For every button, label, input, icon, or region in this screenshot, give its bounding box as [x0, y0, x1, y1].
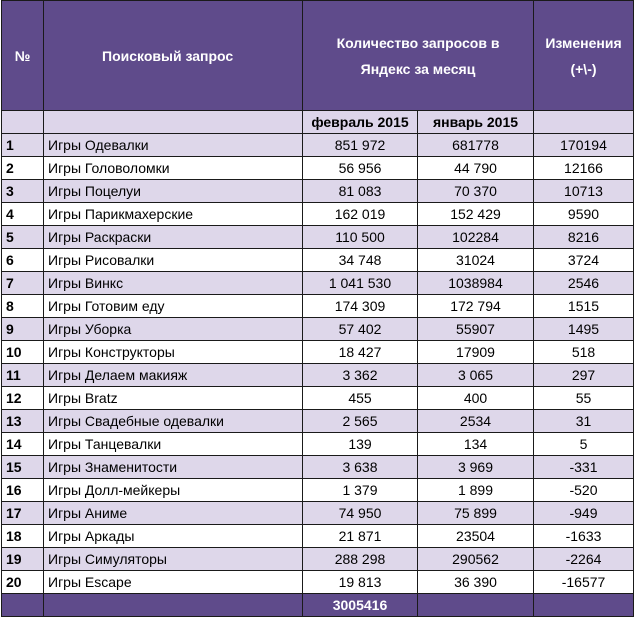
- row-jan-count: 290562: [418, 548, 534, 571]
- row-number: 16: [2, 479, 44, 502]
- row-feb-count: 3 362: [303, 364, 418, 387]
- row-query: Игры Танцевалки: [44, 433, 303, 456]
- table-row: [2, 180, 634, 203]
- row-number: 7: [2, 272, 44, 295]
- row-number: 19: [2, 548, 44, 571]
- row-query: Игры Головоломки: [44, 157, 303, 180]
- row-feb-count: 1 379: [303, 479, 418, 502]
- table-row: [2, 364, 634, 387]
- table-row: [2, 295, 634, 318]
- row-query: Игры Долл-мейкеры: [44, 479, 303, 502]
- table-row: [2, 525, 634, 548]
- row-jan-count: 44 790: [418, 157, 534, 180]
- subheader-feb: февраль 2015: [303, 111, 418, 134]
- row-query: Игры Уборка: [44, 318, 303, 341]
- row-feb-count: 851 972: [303, 134, 418, 157]
- row-jan-count: 102284: [418, 226, 534, 249]
- row-query: Игры Escape: [44, 571, 303, 594]
- row-number: 20: [2, 571, 44, 594]
- table-row: [2, 157, 634, 180]
- row-query: Игры Знаменитости: [44, 456, 303, 479]
- table-row: [2, 249, 634, 272]
- row-query: Игры Аниме: [44, 502, 303, 525]
- row-feb-count: 162 019: [303, 203, 418, 226]
- header-num: №: [2, 1, 44, 111]
- row-feb-count: 1 041 530: [303, 272, 418, 295]
- row-change: -2264: [534, 548, 634, 571]
- row-feb-count: 56 956: [303, 157, 418, 180]
- total-value: 3005416: [303, 594, 418, 617]
- row-query: Игры Конструкторы: [44, 341, 303, 364]
- row-change: -331: [534, 456, 634, 479]
- row-change: 55: [534, 387, 634, 410]
- row-feb-count: 74 950: [303, 502, 418, 525]
- total-empty-num: [2, 594, 44, 617]
- row-query: Игры Раскраски: [44, 226, 303, 249]
- row-change: 12166: [534, 157, 634, 180]
- row-query: Игры Рисовалки: [44, 249, 303, 272]
- row-change: 170194: [534, 134, 634, 157]
- row-jan-count: 75 899: [418, 502, 534, 525]
- table-row: [2, 318, 634, 341]
- header-change: [534, 1, 634, 111]
- row-number: 5: [2, 226, 44, 249]
- row-jan-count: 172 794: [418, 295, 534, 318]
- table-row: [2, 272, 634, 295]
- table-row: [2, 226, 634, 249]
- subheader-jan: январь 2015: [418, 111, 534, 134]
- row-feb-count: 34 748: [303, 249, 418, 272]
- table-row: [2, 571, 634, 594]
- row-number: 18: [2, 525, 44, 548]
- row-jan-count: 36 390: [418, 571, 534, 594]
- row-change: 518: [534, 341, 634, 364]
- row-number: 13: [2, 410, 44, 433]
- row-number: 2: [2, 157, 44, 180]
- row-query: Игры Аркады: [44, 525, 303, 548]
- row-query: Игры Делаем макияж: [44, 364, 303, 387]
- row-query: Игры Парикмахерские: [44, 203, 303, 226]
- row-number: 12: [2, 387, 44, 410]
- row-jan-count: 400: [418, 387, 534, 410]
- table-row: [2, 433, 634, 456]
- table-row: [2, 548, 634, 571]
- row-number: 4: [2, 203, 44, 226]
- row-feb-count: 19 813: [303, 571, 418, 594]
- row-jan-count: 3 065: [418, 364, 534, 387]
- table-row: [2, 502, 634, 525]
- row-change: -520: [534, 479, 634, 502]
- row-change: 31: [534, 410, 634, 433]
- row-jan-count: 23504: [418, 525, 534, 548]
- header-count-label: Количество запросов в Яндекс за месяц: [336, 34, 500, 77]
- row-jan-count: 3 969: [418, 456, 534, 479]
- total-row: [2, 594, 634, 617]
- row-jan-count: 55907: [418, 318, 534, 341]
- row-feb-count: 81 083: [303, 180, 418, 203]
- row-query: Игры Поцелуи: [44, 180, 303, 203]
- header-count: [303, 1, 534, 111]
- row-feb-count: 3 638: [303, 456, 418, 479]
- row-jan-count: 152 429: [418, 203, 534, 226]
- row-feb-count: 139: [303, 433, 418, 456]
- subheader-row: [2, 111, 634, 134]
- row-number: 14: [2, 433, 44, 456]
- row-change: 297: [534, 364, 634, 387]
- row-jan-count: 1 899: [418, 479, 534, 502]
- row-query: Игры Свадебные одевалки: [44, 410, 303, 433]
- row-change: 2546: [534, 272, 634, 295]
- table-row: [2, 456, 634, 479]
- row-change: 3724: [534, 249, 634, 272]
- row-feb-count: 18 427: [303, 341, 418, 364]
- row-number: 15: [2, 456, 44, 479]
- row-jan-count: 70 370: [418, 180, 534, 203]
- row-change: 5: [534, 433, 634, 456]
- row-number: 9: [2, 318, 44, 341]
- row-change: 8216: [534, 226, 634, 249]
- row-jan-count: 681778: [418, 134, 534, 157]
- header-query: Поисковый запрос: [44, 1, 303, 111]
- total-empty-query: [44, 594, 303, 617]
- row-query: Игры Одевалки: [44, 134, 303, 157]
- row-feb-count: 57 402: [303, 318, 418, 341]
- row-number: 17: [2, 502, 44, 525]
- table-row: [2, 479, 634, 502]
- row-feb-count: 21 871: [303, 525, 418, 548]
- total-empty-jan: [418, 594, 534, 617]
- row-query: Игры Готовим еду: [44, 295, 303, 318]
- table-row: [2, 341, 634, 364]
- row-jan-count: 31024: [418, 249, 534, 272]
- row-change: 1495: [534, 318, 634, 341]
- table-row: [2, 387, 634, 410]
- row-feb-count: 2 565: [303, 410, 418, 433]
- header-change-label: Изменения (+\-): [545, 34, 622, 77]
- row-change: -1633: [534, 525, 634, 548]
- row-feb-count: 455: [303, 387, 418, 410]
- row-number: 3: [2, 180, 44, 203]
- search-queries-table: [1, 0, 634, 617]
- row-jan-count: 2534: [418, 410, 534, 433]
- row-number: 1: [2, 134, 44, 157]
- row-number: 8: [2, 295, 44, 318]
- row-number: 11: [2, 364, 44, 387]
- subheader-empty-query: [44, 111, 303, 134]
- table-body: [2, 134, 634, 594]
- row-number: 10: [2, 341, 44, 364]
- subheader-empty-change: [534, 111, 634, 134]
- total-empty-change: [534, 594, 634, 617]
- table-row: [2, 134, 634, 157]
- row-jan-count: 134: [418, 433, 534, 456]
- row-change: 9590: [534, 203, 634, 226]
- row-jan-count: 1038984: [418, 272, 534, 295]
- row-change: -949: [534, 502, 634, 525]
- row-feb-count: 174 309: [303, 295, 418, 318]
- header-row: [2, 1, 634, 111]
- row-feb-count: 110 500: [303, 226, 418, 249]
- row-query: Игры Винкс: [44, 272, 303, 295]
- table-row: [2, 203, 634, 226]
- row-change: -16577: [534, 571, 634, 594]
- row-change: 1515: [534, 295, 634, 318]
- row-number: 6: [2, 249, 44, 272]
- row-query: Игры Bratz: [44, 387, 303, 410]
- table-row: [2, 410, 634, 433]
- row-change: 10713: [534, 180, 634, 203]
- row-query: Игры Симуляторы: [44, 548, 303, 571]
- row-jan-count: 17909: [418, 341, 534, 364]
- subheader-empty-num: [2, 111, 44, 134]
- row-feb-count: 288 298: [303, 548, 418, 571]
